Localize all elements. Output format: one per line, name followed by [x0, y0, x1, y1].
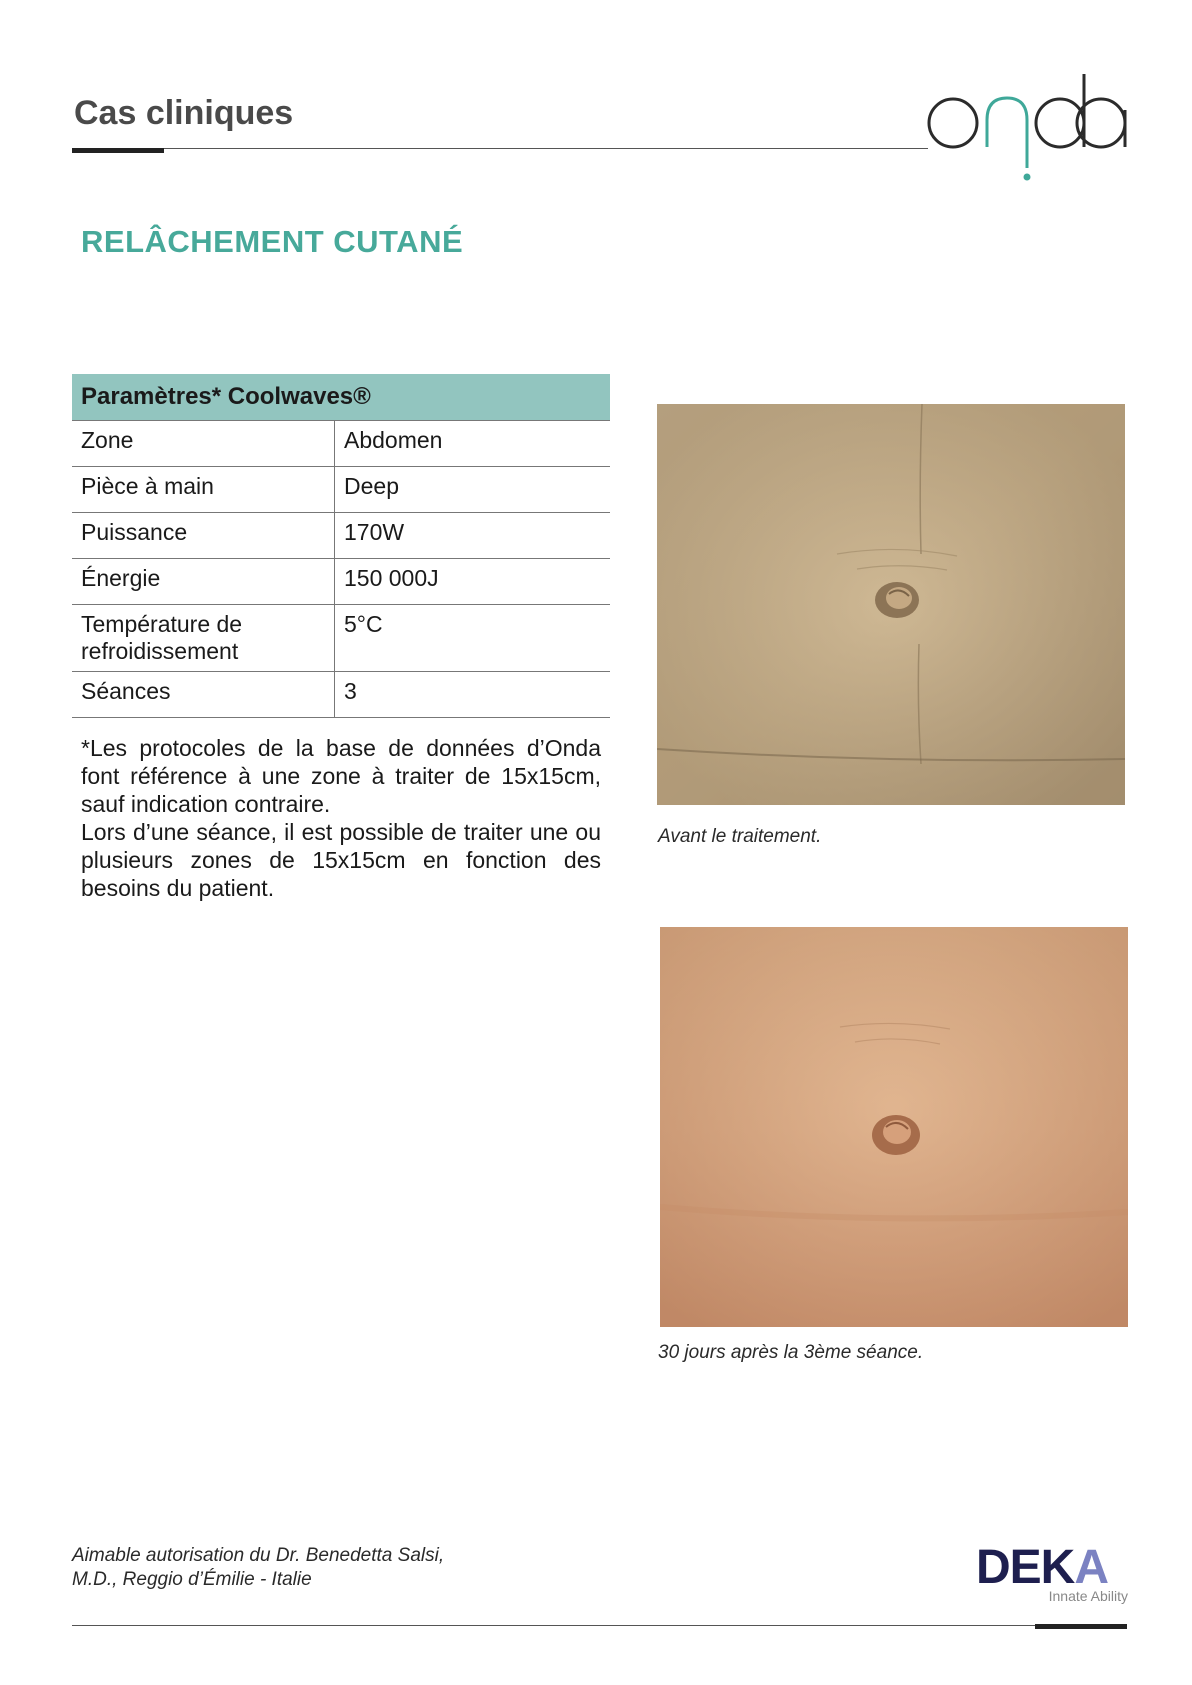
row-value: 3 — [335, 672, 611, 718]
deka-logo — [972, 1540, 1132, 1610]
row-value: Deep — [335, 467, 611, 513]
deka-wordmark-accent: A — [1074, 1541, 1109, 1594]
footer-divider — [72, 1625, 1127, 1626]
table-row — [72, 559, 610, 605]
credit-line: Aimable autorisation du Dr. Benedetta Salsi, — [72, 1545, 445, 1566]
row-label: Énergie — [72, 559, 335, 605]
row-label: Puissance — [72, 513, 335, 559]
section-title: RELÂCHEMENT CUTANÉ — [81, 224, 464, 259]
photo-credit — [72, 1544, 444, 1592]
page-title: Cas cliniques — [74, 94, 294, 132]
deka-tagline: Innate Ability — [1048, 1588, 1128, 1604]
table-row — [72, 605, 610, 672]
row-value: 170W — [335, 513, 611, 559]
table-row — [72, 513, 610, 559]
row-label: Température de refroidissement — [72, 605, 335, 672]
row-label: Zone — [72, 421, 335, 467]
parameters-table — [72, 374, 610, 718]
row-value: 5°C — [335, 605, 611, 672]
table-row — [72, 672, 610, 718]
protocol-footnote — [81, 734, 601, 902]
after-caption: 30 jours après la 3ème séance. — [658, 1342, 924, 1363]
before-caption: Avant le traitement. — [658, 826, 822, 847]
credit-line: M.D., Reggio d’Émilie - Italie — [72, 1569, 312, 1590]
row-label: Pièce à main — [72, 467, 335, 513]
onda-logo — [925, 70, 1130, 182]
after-photo — [660, 927, 1128, 1327]
header-accent-bar — [72, 148, 164, 153]
header-divider — [72, 148, 928, 149]
table-header: Paramètres* Coolwaves® — [72, 374, 610, 421]
row-value: Abdomen — [335, 421, 611, 467]
row-label: Séances — [72, 672, 335, 718]
before-photo — [657, 404, 1125, 805]
table-row — [72, 467, 610, 513]
footnote-paragraph: Lors d’une séance, il est possible de traiter une ou plusieurs zones de 15x15cm en fonction des besoins du patient. — [81, 819, 601, 901]
deka-wordmark: DEK — [976, 1541, 1075, 1594]
footer-accent-bar — [1035, 1624, 1127, 1629]
footnote-paragraph: *Les protocoles de la base de données d’Onda font référence à une zone à traiter de 15x15cm, sauf indication contraire. — [81, 735, 601, 817]
row-value: 150 000J — [335, 559, 611, 605]
table-row — [72, 421, 610, 467]
